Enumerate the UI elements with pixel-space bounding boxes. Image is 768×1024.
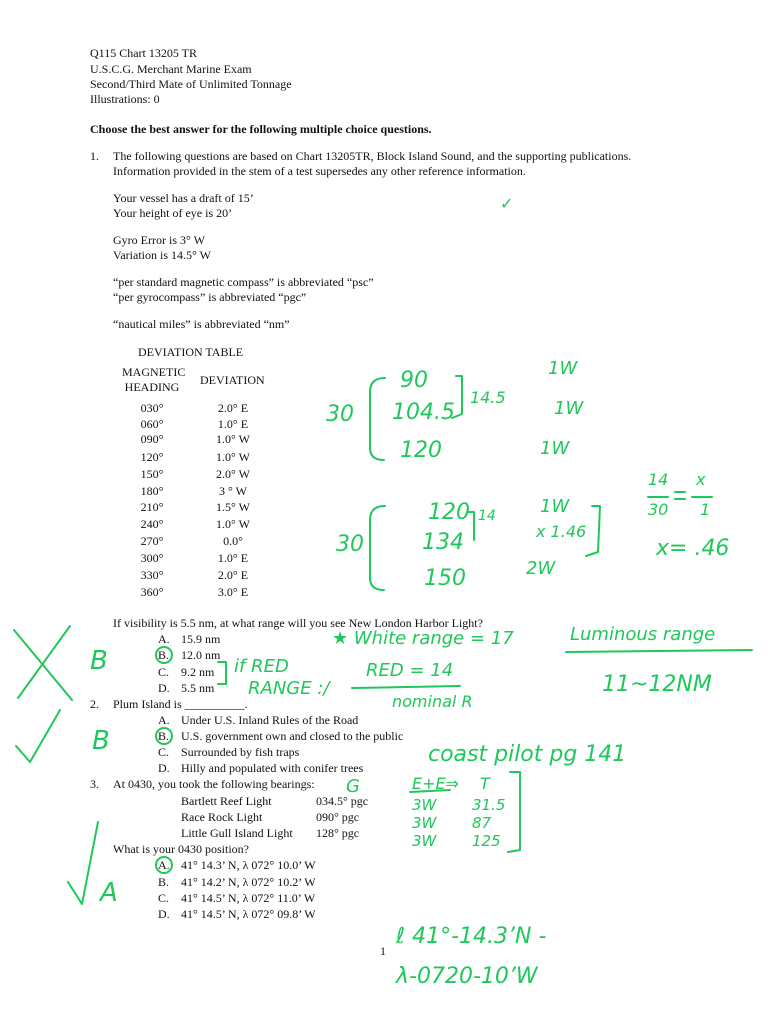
circle-q3-a <box>156 857 172 873</box>
hw-bracket1-diff: 14.5 <box>470 388 506 407</box>
page-number: 1 <box>380 944 386 958</box>
hw-ratio-result: x= .46 <box>656 536 730 561</box>
hw-bracket2-label: 30 <box>336 532 364 557</box>
hw-bracket1-v3: 120 <box>400 438 442 463</box>
q2-option-text: U.S. government own and closed to the public <box>181 729 404 743</box>
deviation-table-title: DEVIATION TABLE <box>138 345 244 359</box>
q3-option-letter: C. <box>158 891 170 905</box>
underline-red <box>352 686 460 688</box>
hw-e-val: 3W <box>412 814 437 832</box>
handwritten-check: ✓ <box>500 194 514 213</box>
q3-bearing-name: Race Rock Light <box>181 810 263 824</box>
hw-right1-1: 1W <box>548 358 578 379</box>
col-header-heading: HEADING <box>124 380 180 394</box>
q1-option-text: 15.9 nm <box>181 632 221 646</box>
bracket-2-left <box>370 506 385 590</box>
q1-pgc-note: “per gyrocompass” is abbreviated “pgc” <box>113 290 307 304</box>
q3-option-letter: D. <box>158 907 170 921</box>
q2-option-text: Under U.S. Inland Rules of the Road <box>181 713 359 727</box>
q1-gyro-error: Gyro Error is 3° W <box>113 233 205 247</box>
row-heading: 090° <box>140 432 164 446</box>
q1-option-letter: C. <box>158 665 170 679</box>
hw-bracket2-v3: 150 <box>424 566 466 591</box>
q1-intro-line1: The following questions are based on Chart 13205TR, Block Island Sound, and the supporting publications. <box>113 149 632 163</box>
hw-white-range: ★ White range = 17 <box>332 628 514 649</box>
hw-ratio-d: 1 <box>700 500 711 519</box>
row-deviation: 1.5° W <box>216 500 250 514</box>
row-deviation: 1.0° W <box>216 450 250 464</box>
row-deviation: 1.0° W <box>216 432 250 446</box>
q2-option-letter: B. <box>158 729 170 743</box>
hw-q3-answer: A <box>100 878 118 908</box>
q2-option-letter: A. <box>158 713 170 727</box>
hw-red-range: RED = 14 <box>366 660 454 681</box>
row-deviation: 3 ° W <box>219 484 247 498</box>
col-header-deviation: DEVIATION <box>200 373 265 387</box>
row-deviation: 1.0° E <box>217 551 249 565</box>
hw-q1-answer: B <box>90 646 108 676</box>
q3-option-text: 41° 14.2’ N, λ 072° 10.2’ W <box>181 875 316 889</box>
hw-right1-3: 1W <box>540 438 570 459</box>
underline-luminous <box>566 650 752 652</box>
q3-option-text: 41° 14.3’ N, λ 072° 10.0’ W <box>181 858 316 872</box>
row-deviation: 1.0° W <box>216 517 250 531</box>
row-deviation: 2.0° W <box>216 467 250 481</box>
q1-option-letter: B. <box>158 648 170 662</box>
bracket-1-left <box>370 378 385 460</box>
q2-option-text: Hilly and populated with conifer trees <box>181 761 364 775</box>
hw-right1-2: 1W <box>554 398 584 419</box>
q2-option-text: Surrounded by fish traps <box>181 745 300 759</box>
hw-longitude: λ-0720-10’W <box>396 964 538 989</box>
hw-if-red: if RED <box>234 656 289 677</box>
q3-option-text: 41° 14.5’ N, λ 072° 09.8’ W <box>181 907 316 921</box>
row-heading: 330° <box>140 568 164 582</box>
doc-header-line1: Q115 Chart 13205 TR <box>90 46 197 60</box>
instruction-text: Choose the best answer for the following multiple choice questions. <box>90 122 432 136</box>
hw-luminous: Luminous range <box>570 624 716 645</box>
q1-option-text: 5.5 nm <box>181 681 215 695</box>
hw-latitude: ℓ 41°-14.3’N - <box>396 924 547 949</box>
checkmark-q3 <box>68 822 98 904</box>
hw-nominal: nominal R <box>392 692 473 711</box>
hw-e-val: 3W <box>412 796 437 814</box>
hw-right2-2: x 1.46 <box>536 522 587 541</box>
bracket-q1-c <box>218 662 226 684</box>
hw-e-header: E+E⇒ <box>412 774 460 793</box>
hw-right2-3: 2W <box>526 558 556 579</box>
q1-question: If visibility is 5.5 nm, at what range will you see New London Harbor Light? <box>113 616 483 630</box>
doc-header-line3: Second/Third Mate of Unlimited Tonnage <box>90 77 292 91</box>
hw-luminous-value: 11~12NM <box>602 672 712 697</box>
coast-pilot-bracket <box>508 772 520 852</box>
circle-q1-b <box>156 647 172 663</box>
q1-intro-line2: Information provided in the stem of a test supersedes any other reference information. <box>113 164 526 178</box>
q1-option-letter: A. <box>158 632 170 646</box>
row-deviation: 1.0° E <box>217 417 249 431</box>
row-heading: 300° <box>140 551 164 565</box>
hw-t-val: 87 <box>472 814 492 832</box>
row-heading: 240° <box>140 517 164 531</box>
row-deviation: 3.0° E <box>217 585 249 599</box>
q2-question: Plum Island is __________. <box>113 697 248 711</box>
q3-option-letter: B. <box>158 875 170 889</box>
hw-bracket2-diff: 14 <box>478 508 496 524</box>
hw-bracket1-v1: 90 <box>400 368 428 393</box>
q3-question: At 0430, you took the following bearings: <box>113 777 315 791</box>
bracket-2-right2 <box>586 506 600 556</box>
hw-range-label: RANGE :/ <box>248 678 330 699</box>
doc-header-line2: U.S.C.G. Merchant Marine Exam <box>90 62 252 76</box>
hw-q3-g: G <box>346 776 360 797</box>
row-heading: 210° <box>140 500 164 514</box>
q2-option-letter: C. <box>158 745 170 759</box>
hw-bracket1-v2: 104.5 <box>392 400 455 425</box>
hw-e-val: 3W <box>412 832 437 850</box>
q3-option-letter: A. <box>158 858 170 872</box>
row-heading: 180° <box>140 484 164 498</box>
row-heading: 120° <box>140 450 164 464</box>
q2-option-letter: D. <box>158 761 170 775</box>
col-header-magnetic: MAGNETIC <box>122 365 186 379</box>
row-heading: 060° <box>140 417 164 431</box>
q1-height-of-eye: Your height of eye is 20’ <box>113 206 233 220</box>
row-heading: 270° <box>140 534 164 548</box>
hw-ratio-c: x <box>696 470 706 489</box>
row-deviation: 2.0° E <box>217 568 249 582</box>
q1-number: 1. <box>90 149 99 163</box>
q3-bearing-name: Little Gull Island Light <box>181 826 293 840</box>
q3-number: 3. <box>90 777 99 791</box>
hw-t-val: 31.5 <box>472 796 506 814</box>
q1-psc-note: “per standard magnetic compass” is abbreviated “psc” <box>113 275 374 289</box>
row-heading: 150° <box>140 467 164 481</box>
q1-variation: Variation is 14.5° W <box>113 248 211 262</box>
row-heading: 030° <box>140 401 164 415</box>
q1-option-text: 12.0 nm <box>181 648 221 662</box>
hw-q2-answer: B <box>92 726 110 756</box>
q3-question2: What is your 0430 position? <box>113 842 249 856</box>
hw-t-val: 125 <box>472 832 501 850</box>
row-heading: 360° <box>140 585 164 599</box>
q3-bearing-value: 034.5° pgc <box>316 794 369 808</box>
hw-coast-pilot: coast pilot pg 141 <box>428 742 627 767</box>
hw-bracket1-label: 30 <box>326 402 354 427</box>
hw-bracket2-v1: 120 <box>428 500 470 525</box>
q3-bearing-name: Bartlett Reef Light <box>181 794 272 808</box>
doc-header-line4: Illustrations: 0 <box>90 92 160 106</box>
hw-ratio-b: 30 <box>648 500 669 519</box>
hw-right2-1: 1W <box>540 496 570 517</box>
q2-number: 2. <box>90 697 99 711</box>
hw-t-header: T <box>480 774 490 793</box>
hw-ratio-a: 14 <box>648 470 669 489</box>
q1-draft: Your vessel has a draft of 15’ <box>113 191 254 205</box>
checkmark-q2 <box>16 710 60 762</box>
circle-q2-b <box>156 728 172 744</box>
q1-option-letter: D. <box>158 681 170 695</box>
q1-nm-note: “nautical miles” is abbreviated “nm” <box>113 317 290 331</box>
q1-option-text: 9.2 nm <box>181 665 215 679</box>
q3-option-text: 41° 14.5’ N, λ 072° 11.0’ W <box>181 891 316 905</box>
row-deviation: 0.0° <box>223 534 243 548</box>
q3-bearing-value: 128° pgc <box>316 826 360 840</box>
hw-bracket2-v2: 134 <box>422 530 464 555</box>
q3-bearing-value: 090° pgc <box>316 810 360 824</box>
row-deviation: 2.0° E <box>217 401 249 415</box>
